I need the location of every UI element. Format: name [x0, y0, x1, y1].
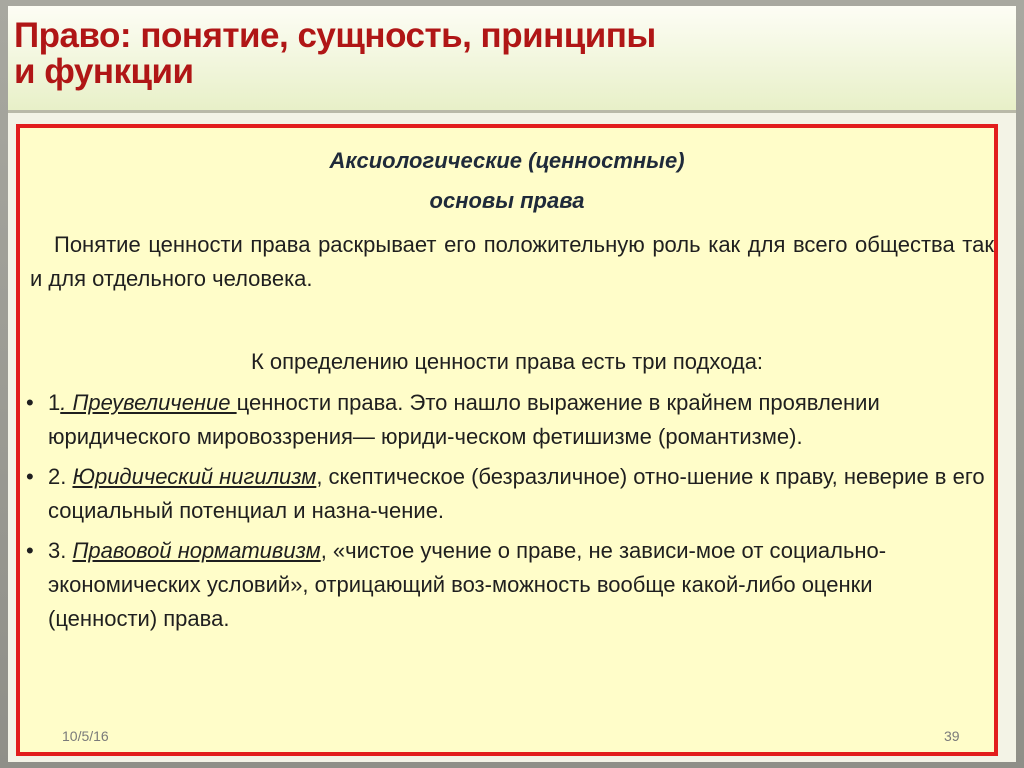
list-item [26, 386, 986, 454]
intro-paragraph: Понятие ценности права раскрывает его положительную роль как для всего общества так и для отдельного человека. [30, 232, 994, 291]
slide-title-line-1: Право: понятие, сущность, принципы [14, 16, 656, 55]
item-number: 3. [48, 538, 73, 563]
footer-date: 10/5/16 [62, 728, 109, 744]
item-term: Правовой нормативизм [72, 538, 321, 563]
section-heading-line-1: Аксиологические (ценностные) [329, 148, 685, 173]
bullet-marker: • [26, 538, 34, 563]
slide [8, 6, 1016, 762]
item-number: 1 [48, 390, 61, 415]
item-number: 2. [48, 464, 73, 489]
slide-title [14, 18, 994, 90]
bullet-marker: • [26, 464, 34, 489]
item-text: , скептическое (безразличное) отно-шение к праву, неверие в его социальный потенциал и назна-чение. [48, 464, 985, 523]
item-term: . Преувеличение [60, 390, 237, 415]
slide-title-line-2: и функции [14, 52, 194, 91]
bullet-marker: • [26, 390, 34, 415]
section-heading-line-2: основы права [429, 188, 585, 213]
list-item [26, 460, 986, 528]
list-item [26, 534, 986, 636]
item-text: , «чистое учение о праве, не зависи-мое от социально-экономических условий», отрицающий воз-можность вообще какой-либо оценки (ценности) права. [48, 538, 887, 631]
item-term: Юридический нигилизм [72, 464, 317, 489]
approaches-list [26, 386, 986, 642]
content-box [16, 124, 998, 756]
title-band [8, 6, 1016, 113]
item-text: ценности права. Это нашло выражение в крайнем проявлении юридического мировоззрения— юриди-ческом фетишизме (романтизме). [48, 390, 880, 449]
page-number: 39 [944, 728, 960, 744]
approaches-intro: К определению ценности права есть три подхода: [250, 349, 764, 374]
